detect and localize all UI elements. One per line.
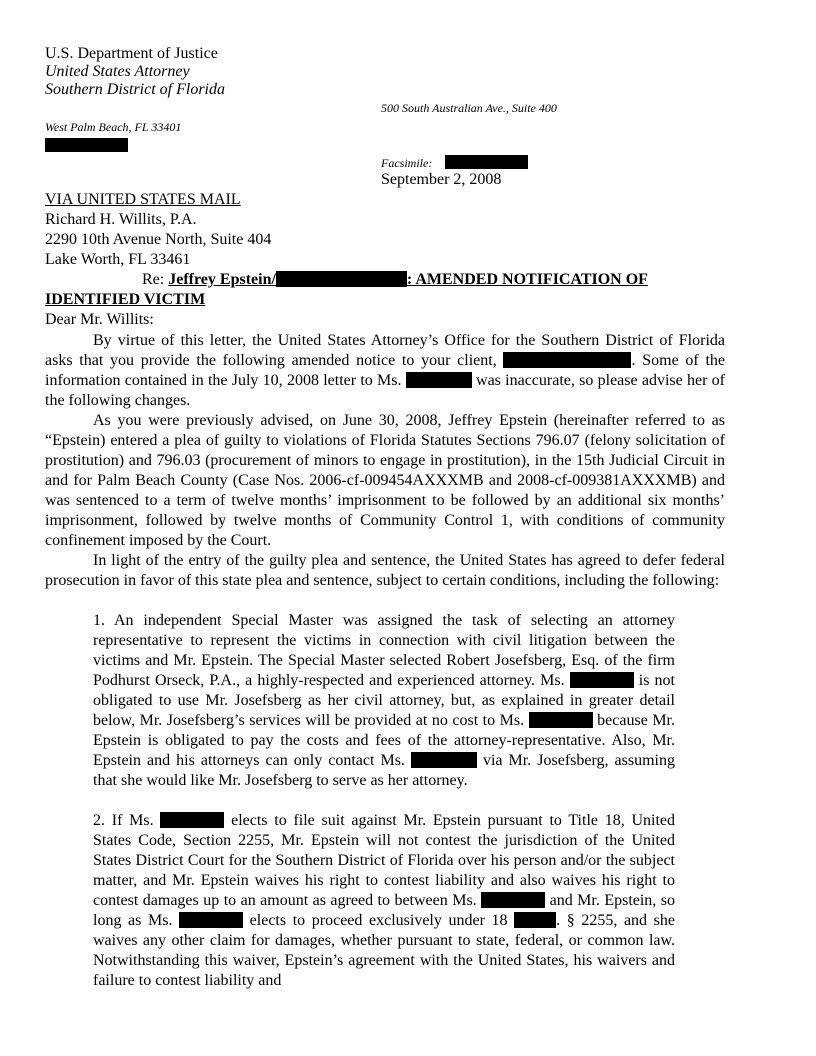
re-line bbox=[142, 271, 648, 289]
re-subject-name: Jeffrey Epstein/ bbox=[168, 271, 276, 288]
redacted-victim-name bbox=[276, 271, 407, 287]
item-2-text-a: 2. If Ms. bbox=[93, 812, 154, 829]
re-label: Re: bbox=[142, 271, 165, 288]
item-2-text-e: . § 2255, and she waives any other claim for damages, whether pursuant to state, federal, or common law. Notwithstanding this waiver, Epstein’s agreement with the United States, his waivers and failure to contest liability and bbox=[93, 912, 675, 989]
redacted-name bbox=[160, 812, 224, 828]
paragraph-1-text-c: was inaccurate, so please advise her of the following changes. bbox=[45, 372, 726, 409]
item-2-text-c: and Mr. Epstein, so long as Ms. bbox=[93, 892, 676, 929]
re-subject-line2: IDENTIFIED VICTIM bbox=[45, 291, 206, 308]
street-address: 500 South Australian Ave., Suite 400 bbox=[381, 101, 557, 115]
item-2-text-d: elects to proceed exclusively under 18 bbox=[249, 912, 508, 929]
redacted-phone bbox=[45, 138, 128, 152]
numbered-item-1 bbox=[93, 611, 675, 791]
item-1-text-d: via Mr. Josefsberg, assuming that she would like Mr. Josefsberg to serve as her attorney. bbox=[93, 752, 675, 789]
paragraph-2: As you were previously advised, on June 30, 2008, Jeffrey Epstein (hereinafter referred to as “Epstein) entered a plea of guilty to violations of Florida Statutes Sections 796.07 (felony solicitation of prostitution) and 796.03 (procurement of minors to engage in prostitution), in the 15th Judicial Circuit in and for Palm Beach County (Case Nos. 2006-cf-009454AXXXMB and 2008-cf-009381AXXXMB) and was sentenced to a term of twelve months’ imprisonment to be followed by an additional six months’ imprisonment, followed by twelve months of Community Control 1, with conditions of community confinement imposed by the Court. bbox=[45, 412, 725, 549]
redacted-name bbox=[529, 712, 593, 728]
recipient-name: Richard H. Willits, P.A. bbox=[45, 211, 197, 228]
department-name: U.S. Department of Justice bbox=[45, 45, 218, 62]
redacted-facsimile bbox=[445, 155, 528, 169]
redacted-name bbox=[406, 372, 472, 388]
district-name: Southern District of Florida bbox=[45, 81, 225, 98]
recipient-address-line2: Lake Worth, FL 33461 bbox=[45, 251, 191, 268]
numbered-item-2 bbox=[93, 811, 675, 991]
re-subject-title: : AMENDED NOTIFICATION OF bbox=[406, 271, 648, 288]
city-line: West Palm Beach, FL 33401 bbox=[45, 120, 182, 134]
delivery-method: VIA UNITED STATES MAIL bbox=[45, 191, 241, 208]
paragraph-3: In light of the entry of the guilty plea and sentence, the United States has agreed to defer federal prosecution in favor of this state plea and sentence, subject to certain conditions, including the following: bbox=[45, 552, 725, 589]
redacted-name bbox=[570, 672, 634, 688]
letter-date: September 2, 2008 bbox=[381, 171, 502, 188]
salutation: Dear Mr. Willits: bbox=[45, 311, 154, 328]
redacted-name bbox=[179, 912, 243, 928]
redacted-text bbox=[514, 912, 556, 928]
recipient-address-line1: 2290 10th Avenue North, Suite 404 bbox=[45, 231, 272, 248]
redacted-name bbox=[481, 892, 545, 908]
item-2-text-b: elects to file suit against Mr. Epstein pursuant to Title 18, United States Code, Section 2255, Mr. Epstein will not contest the jurisdiction of the United States District Court for the Southern District of Florida over his person and/or the subject matter, and Mr. Epstein waives his right to contest liability and also waives his right to contest damages up to an amount as agreed to between Ms. bbox=[93, 812, 676, 909]
office-name: United States Attorney bbox=[45, 63, 190, 80]
redacted-client-name bbox=[503, 352, 631, 368]
item-1-text-a: 1. An independent Special Master was assigned the task of selecting an attorney representative to represent the victims in connection with civil litigation between the victims and Mr. Epstein. The Special Master selected Robert Josefsberg, Esq. of the firm Podhurst Orseck, P.A., a highly-respected and experienced attorney. Ms. bbox=[93, 612, 675, 689]
item-1-text-c: because Mr. Epstein is obligated to pay the costs and fees of the attorney-representative. Also, Mr. Epstein and his attorneys can only contact Ms. bbox=[93, 712, 675, 769]
item-1-text-b: is not obligated to use Mr. Josefsberg as her civil attorney, but, as explained in greater detail below, Mr. Josefsberg’s services will be provided at no cost to Ms. bbox=[93, 672, 675, 729]
paragraph-1-text-a: By virtue of this letter, the United States Attorney’s Office for the Southern District of Florida asks that you provide the following amended notice to your client, bbox=[45, 332, 725, 369]
paragraph-1 bbox=[45, 331, 725, 411]
redacted-name bbox=[411, 752, 477, 768]
paragraph-1-text-b: . Some of the information contained in the July 10, 2008 letter to Ms. bbox=[45, 352, 726, 389]
facsimile-label: Facsimile: bbox=[381, 156, 433, 170]
